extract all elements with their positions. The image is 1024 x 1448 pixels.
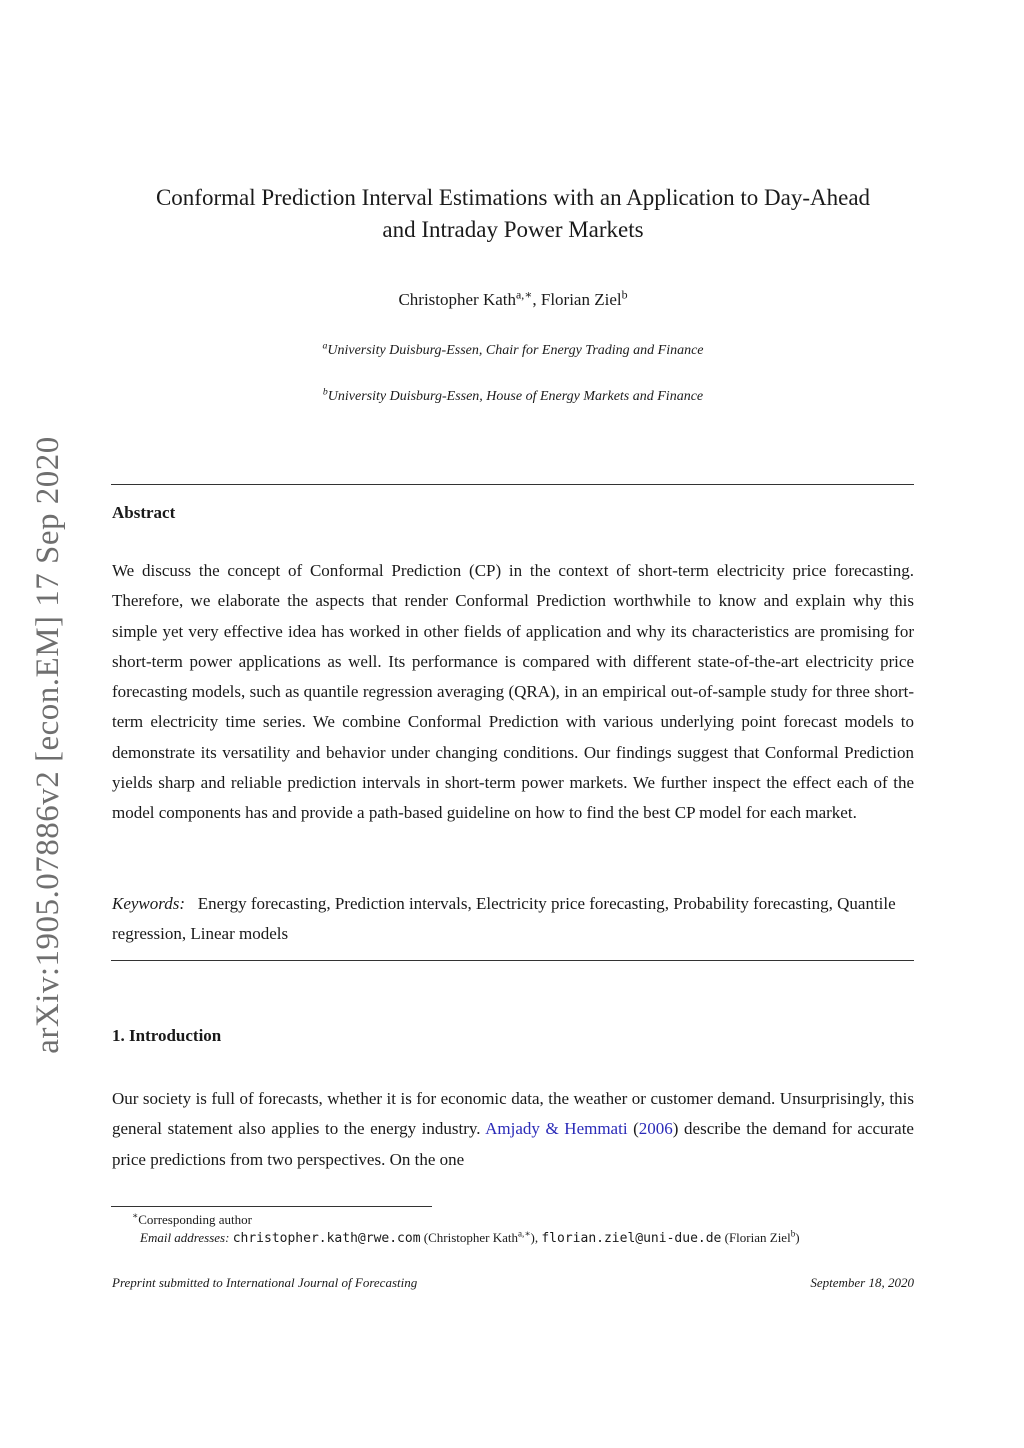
footnote-email-addresses — [140, 1230, 800, 1246]
intro-text-after-citation: describe the demand for accurate price predictions from two perspectives. On the one — [112, 1119, 914, 1169]
section-heading-introduction: 1. Introduction — [112, 1026, 222, 1045]
affiliation-b — [112, 386, 914, 405]
arxiv-identifier-stamp: arXiv:1905.07886v2 [econ.EM] 17 Sep 2020 — [30, 436, 66, 1054]
email-kath[interactable]: christopher.kath@rwe.com — [232, 1231, 421, 1246]
title-line-2: and Intraday Power Markets — [382, 217, 644, 242]
citation-close-paren: ) — [672, 1119, 679, 1139]
email-ziel-close: ) — [795, 1230, 800, 1245]
footnote-corresponding-author — [132, 1212, 252, 1228]
email-ziel-mark: b — [790, 1228, 796, 1239]
footnote-corresponding-text: Corresponding author — [138, 1212, 252, 1227]
citation-year-link[interactable]: 2006 — [638, 1119, 673, 1139]
keywords-label: Keywords: — [112, 894, 186, 913]
abstract-top-rule — [111, 484, 914, 485]
paper-title — [112, 182, 914, 246]
citation-open-paren: ( — [627, 1119, 639, 1139]
abstract-text: We discuss the concept of Conformal Prediction (CP) in the context of short-term electricity price forecasting. Therefore, we elaborate the aspects that render Conformal Prediction worthwhile to know and explain why this simple yet very effective idea has worked in other fields of application and why its characteristics are promising for short-term power applications as well. Its performance is compared with different state-of-the-art electricity price forecasting models, such as quantile regression averaging (QRA), in an empirical out-of-sample study for three short-term electricity time series. We combine Conformal Prediction with various underlying point forecast models to demonstrate its versatility and behavior under changing conditions. Our findings suggest that Conformal Prediction yields sharp and reliable prediction intervals in short-term power markets. We further inspect the effect each of the model components has and provide a path-based guideline on how to find the best CP model for each market. — [112, 561, 914, 823]
author-2-affiliation-mark: b — [621, 287, 628, 302]
affiliation-b-mark: b — [322, 386, 328, 398]
email-kath-close: ), — [530, 1230, 539, 1245]
intro-text-before-citation: Our society is full of forecasts, whether it is for economic data, the weather or customer demand. Unsurprisingly, this general statement also applies to the energy industry. — [112, 1089, 914, 1139]
email-ziel-name: (Florian Ziel — [724, 1230, 791, 1245]
email-kath-name: (Christopher Kath — [423, 1230, 519, 1245]
keywords-list: Energy forecasting, Prediction intervals, Electricity price forecasting, Probability forecasting, Quantile regression, Linear models — [112, 894, 896, 944]
affiliation-a — [112, 340, 914, 359]
author-name-1: Christopher Kath — [398, 290, 517, 309]
author-name-2: Florian Ziel — [540, 290, 622, 309]
author-separator: , — [532, 290, 541, 309]
abstract-heading: Abstract — [112, 503, 176, 522]
footnote-mark: ∗ — [132, 1210, 139, 1221]
affiliation-a-mark: a — [322, 340, 328, 352]
title-line-1: Conformal Prediction Interval Estimations with an Application to Day-Ahead — [155, 185, 871, 210]
citation-authors-link[interactable]: Amjady & Hemmati — [485, 1119, 628, 1139]
keywords — [112, 889, 914, 950]
abstract-bottom-rule — [111, 960, 914, 961]
author-1-affiliation-mark: a,∗ — [516, 287, 533, 302]
footnote-rule — [111, 1206, 432, 1207]
affiliation-a-text: University Duisburg-Essen, Chair for Energy Trading and Finance — [327, 343, 704, 358]
email-label: Email addresses: — [140, 1230, 230, 1245]
introduction-text — [112, 1084, 914, 1175]
author-list — [112, 287, 914, 310]
affiliation-b-text: University Duisburg-Essen, House of Energy Markets and Finance — [327, 389, 704, 404]
email-ziel[interactable]: florian.ziel@uni-due.de — [541, 1231, 722, 1246]
email-kath-mark: a,∗ — [518, 1228, 531, 1239]
footer-date: September 18, 2020 — [810, 1275, 914, 1290]
footer-preprint-note: Preprint submitted to International Journal of Forecasting — [112, 1275, 418, 1290]
